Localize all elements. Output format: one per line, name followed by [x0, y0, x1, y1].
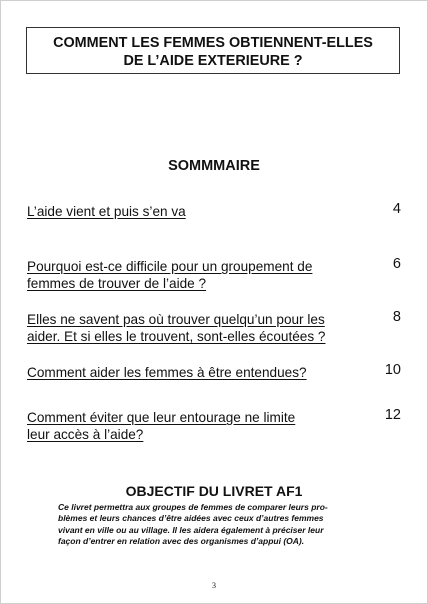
toc-item-line: femmes de trouver de l’aide ?	[27, 276, 207, 291]
toc-item-line: leur accès à l’aide?	[27, 427, 144, 442]
toc-item-line: Comment aider les femmes à être entendues?	[27, 365, 307, 380]
toc-item-line: Comment éviter que leur entourage ne limite	[27, 410, 296, 425]
title-line-2: DE L’AIDE EXTERIEURE ?	[123, 53, 303, 69]
toc-item-line: Elles ne savent pas où trouver quelqu’un pour les	[27, 312, 325, 327]
toc-item-label[interactable]	[27, 203, 357, 220]
objective-line: Ce livret permettra aux groupes de femmes de comparer leurs pro-	[58, 502, 328, 512]
toc-item-line: Pourquoi est-ce difficile pour un groupement de	[27, 259, 313, 274]
toc-item-page: 12	[384, 407, 401, 423]
toc-item-page: 10	[384, 362, 401, 378]
objective-line: blèmes et leurs chances d’être aidées avec ceux d’autres femmes	[58, 513, 324, 524]
objective-heading: OBJECTIF DU LIVRET AF1	[125, 483, 303, 499]
objective-line: vivant en ville ou au village. Il les aidera également à préciser leur	[58, 524, 324, 535]
toc-item-label[interactable]	[27, 258, 357, 292]
toc-item-label[interactable]	[27, 409, 357, 443]
document-title-box	[26, 27, 400, 74]
toc-item-page: 6	[392, 256, 401, 272]
toc-item-page: 8	[392, 309, 401, 325]
toc-item-line: L’aide vient et puis s’en va	[27, 204, 186, 219]
page-number: 3	[212, 581, 216, 590]
toc-item-page: 4	[392, 201, 401, 217]
toc-item-label[interactable]	[27, 364, 357, 381]
toc-item-label[interactable]	[27, 311, 357, 345]
toc-item-line: aider. Et si elles le trouvent, sont-elles écoutées ?	[27, 329, 326, 344]
title-line-1: COMMENT LES FEMMES OBTIENNENT-ELLES	[53, 35, 373, 51]
objective-line: façon d’entrer en relation avec des organismes d’appui (OA).	[58, 535, 305, 546]
objective-description	[58, 502, 378, 547]
summary-heading: SOMMMAIRE	[168, 158, 260, 174]
